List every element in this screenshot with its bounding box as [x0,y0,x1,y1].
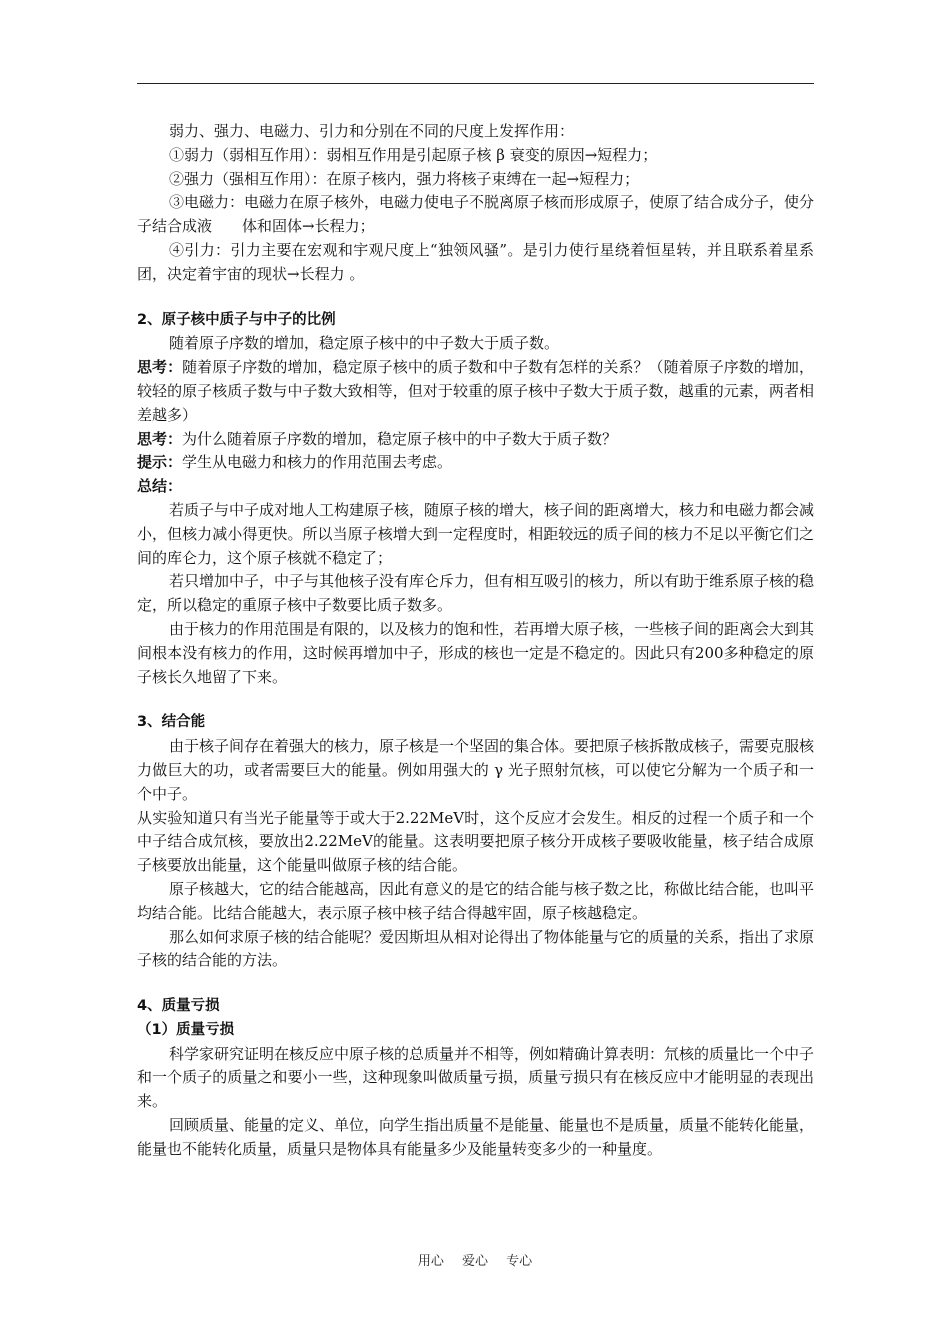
section-4-paragraph: 科学家研究证明在核反应中原子核的总质量并不相等，例如精确计算表明：氘核的质量比一个中子和一个质子的质量之和要小一些，这种现象叫做质量亏损，质量亏损只有在核反应中才能明显的表现出来。 [137,1044,815,1111]
header-rule [137,83,814,84]
think-text: 随着原子序数的增加，稳定原子核中的质子数和中子数有怎样的关系？（随着原子序数的增加，较轻的原子核质子数与中子数大致相等，但对于较重的原子核中子数大于质子数，越重的元素，两者相差越多） [137,358,814,424]
section-4-subtitle: （1）质量亏损 [137,1021,235,1038]
section-3-paragraph: 那么如何求原子核的结合能呢？爱因斯坦从相对论得出了物体能量与它的质量的关系，指出了求原子核的结合能的方法。 [137,927,815,970]
summary-paragraph: 若质子与中子成对地人工构建原子核，随原子核的增大，核子间的距离增大，核力和电磁力都会减小，但核力减小得更快。所以当原子核增大到一定程度时，相距较远的质子间的核力不足以平衡它们之间的库仑力，这个原子核就不稳定了； [137,500,815,567]
section-2-paragraph: 随着原子序数的增加，稳定原子核中的中子数大于质子数。 [169,334,560,353]
document-body [137,120,814,1162]
think-text: 为什么随着原子序数的增加，稳定原子核中的中子数大于质子数？ [182,429,618,448]
intro-item-weak-force: ①弱力（弱相互作用）：弱相互作用是引起原子核 β 衰变的原因→短程力； [169,145,658,164]
section-3-paragraph: 原子核越大，它的结合能越高，因此有意义的是它的结合能与核子数之比，称做比结合能，也叫平均结合能。比结合能越大，表示原子核中核子结合得越牢固，原子核越稳定。 [137,879,815,922]
section-4-title: 4、质量亏损 [137,998,220,1015]
section-2-title: 2、原子核中质子与中子的比例 [137,311,336,328]
page-footer: 用心 爱心 专心 [417,1254,533,1269]
intro-item-strong-force: ②强力（强相互作用）：在原子核内，强力将核子束缚在一起→短程力； [169,169,640,188]
summary-paragraph: 由于核力的作用范围是有限的，以及核力的饱和性，若再增大原子核，一些核子间的距离会大到其间根本没有核力的作用，这时候再增加中子，形成的核也一定是不稳定的。因此只有200多种稳定的原子核长久地留了下来。 [137,619,815,686]
intro-item-electromagnetic-force: ③电磁力：电磁力在原子核外，电磁力使电子不脱离原子核而形成原子，使原了结合成分子，使分子结合成液 体和固体→长程力； [137,193,815,236]
think-label: 思考： [137,429,183,448]
think-label: 思考： [137,358,183,377]
section-3-paragraph: 由于核子间存在着强大的核力，原子核是一个坚固的集合体。要把原子核拆散成核子，需要克服核力做巨大的功，或者需要巨大的能量。例如用强大的 γ 光子照射氘核，可以使它分解为一个质子和一个中子。 [137,737,815,803]
intro-line: 弱力、强力、电磁力、引力和分别在不同的尺度上发挥作用： [169,122,575,140]
summary-label: 总结： [137,477,183,496]
hint-label: 提示： [137,453,183,472]
section-3-paragraph: 从实验知道只有当光子能量等于或大于2.22MeV时，这个反应才会发生。相反的过程一个质子和一个中子结合成氘核，要放出2.22MeV的能量。这表明要把原子核分开成核子要吸收能量，核子结合成原子核要放出能量，这个能量叫做原子核的结合能。 [137,808,814,875]
summary-heading [137,475,814,499]
section-3-title: 3、结合能 [137,714,206,731]
think-question-2 [137,428,814,452]
hint [137,451,814,475]
hint-text: 学生从电磁力和核力的作用范围去考虑。 [182,453,453,472]
section-4-paragraph: 回顾质量、能量的定义、单位，向学生指出质量不是能量、能量也不是质量，质量不能转化能量，能量也不能转化质量，质量只是物体具有能量多少及能量转变多少的一种量度。 [137,1116,815,1158]
think-question-1 [137,356,814,427]
summary-paragraph: 若只增加中子，中子与其他核子没有库仑斥力，但有相互吸引的核力，所以有助于维系原子核的稳定，所以稳定的重原子核中子数要比质子数多。 [137,572,815,615]
intro-item-gravity: ④引力：引力主要在宏观和宇观尺度上“独领风骚”。是引力使行星绕着恒星转，并且联系着星系团，决定着宇宙的现状→长程力 。 [137,240,814,283]
